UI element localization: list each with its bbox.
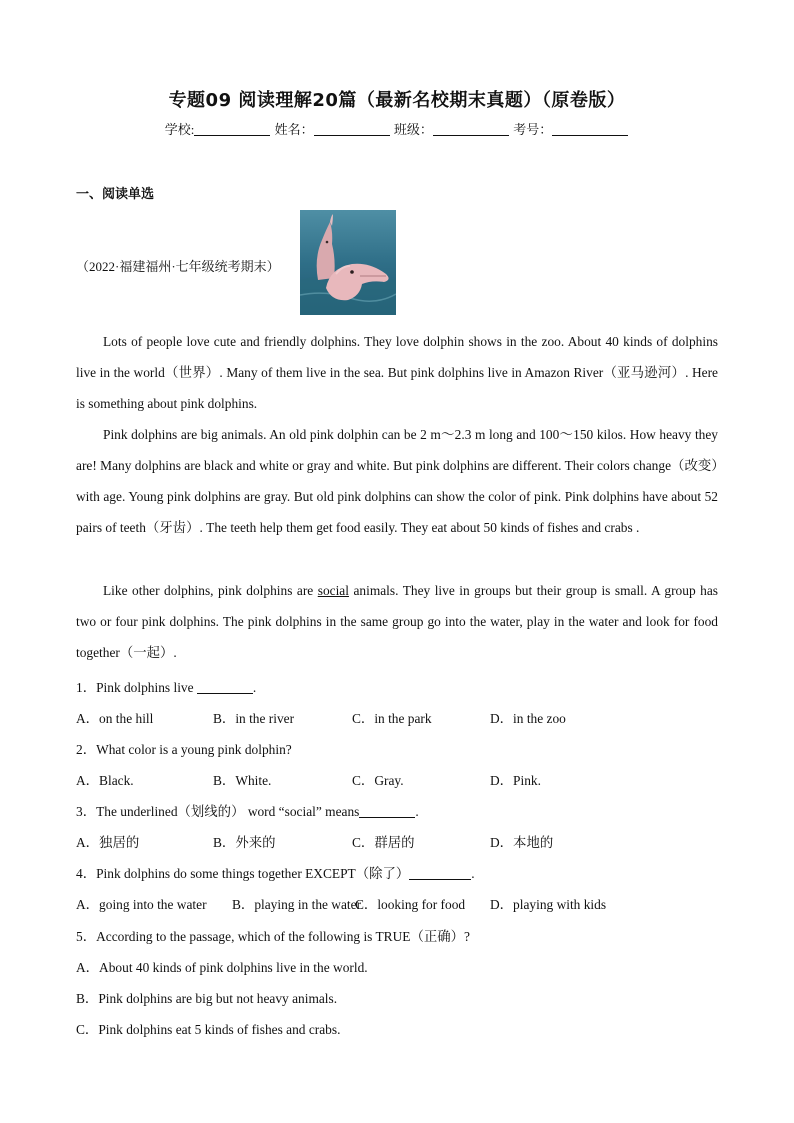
passage-paragraph-3 bbox=[76, 575, 718, 668]
question-3-option-c[interactable]: C．群居的 bbox=[352, 835, 415, 850]
question-1-option-c[interactable]: C．in the park bbox=[352, 711, 432, 726]
paragraph-3-end: animals. They live in groups but their group is small. A group has two or four pink dolphins. The pink dolphins in the same group go into the water, play in the water and look for food together（一起）. bbox=[76, 583, 718, 660]
page-title: 专题09 阅读理解20篇（最新名校期末真题）（原卷版） bbox=[168, 90, 626, 111]
question-2-option-d[interactable]: D．Pink. bbox=[490, 773, 541, 788]
question-2-option-a[interactable]: A．Black. bbox=[76, 773, 134, 788]
passage-paragraph-2: Pink dolphins are big animals. An old pink dolphin can be 2 m～2.3 m long and 100～150 kilos. How heavy they are! Many dolphins are black and white or gray and white. But pink dolphins are different. Their colors change（改变）with age. Young pink dolphins are gray. But old pink dolphins can show the color of pink. Pink dolphins have about 52 pairs of teeth（牙齿）. The teeth help them get food easily. They eat about 50 kinds of fishes and crabs . bbox=[76, 427, 718, 535]
question-4-option-b[interactable]: B．playing in the water bbox=[232, 897, 362, 912]
question-2-option-b[interactable]: B．White. bbox=[213, 773, 272, 788]
question-1-blank[interactable] bbox=[197, 681, 253, 694]
question-4-option-d[interactable]: D．playing with kids bbox=[490, 897, 607, 912]
name-blank[interactable] bbox=[314, 123, 390, 136]
exam-number-blank[interactable] bbox=[552, 123, 628, 136]
question-5-stem: 5．According to the passage, which of the following is TRUE（正确）? bbox=[76, 929, 470, 944]
question-5-option-c[interactable]: C．Pink dolphins eat 5 kinds of fishes and crabs. bbox=[76, 1022, 341, 1037]
question-1-stem: 1．Pink dolphins live . bbox=[76, 680, 257, 695]
question-3-stem: 3．The underlined（划线的） word “social” means . bbox=[76, 804, 419, 819]
question-2-stem: 2．What color is a young pink dolphin? bbox=[76, 742, 292, 757]
question-4-option-c[interactable]: C．looking for food bbox=[355, 897, 466, 912]
school-label: 学校: bbox=[164, 122, 195, 137]
paragraph-3-start: Like other dolphins, pink dolphins are bbox=[103, 583, 318, 598]
question-4-stem: 4．Pink dolphins do some things together EXCEPT（除了） . bbox=[76, 866, 475, 881]
class-blank[interactable] bbox=[433, 123, 509, 136]
school-blank[interactable] bbox=[194, 123, 270, 136]
question-5-option-b[interactable]: B．Pink dolphins are big but not heavy animals. bbox=[76, 991, 338, 1006]
question-1-option-b[interactable]: B．in the river bbox=[213, 711, 295, 726]
question-3-option-a[interactable]: A．独居的 bbox=[76, 835, 140, 850]
name-label: 姓名： bbox=[274, 122, 314, 137]
student-info-line bbox=[0, 119, 794, 138]
dolphin-photo-icon bbox=[300, 210, 396, 315]
section-heading: 一、阅读单选 bbox=[76, 187, 155, 202]
question-3-option-d[interactable]: D．本地的 bbox=[490, 835, 554, 850]
question-3-blank[interactable] bbox=[359, 805, 415, 818]
question-3-option-b[interactable]: B．外来的 bbox=[213, 835, 276, 850]
passage-source: （2022·福建福州·七年级统考期末） bbox=[76, 259, 280, 274]
question-1-option-a[interactable]: A．on the hill bbox=[76, 711, 154, 726]
question-2-option-c[interactable]: C．Gray. bbox=[352, 773, 404, 788]
exam-number-label: 考号： bbox=[513, 122, 553, 137]
question-1-option-d[interactable]: D．in the zoo bbox=[490, 711, 566, 726]
underlined-word-social: social bbox=[317, 583, 349, 598]
question-4-option-a[interactable]: A．going into the water bbox=[76, 897, 207, 912]
question-4-blank[interactable] bbox=[409, 867, 471, 880]
passage-paragraph-1: Lots of people love cute and friendly dolphins. They love dolphin shows in the zoo. About 40 kinds of dolphins live in the world（世界）. Many of them live in the sea. But pink dolphins live in Amazon River（亚马逊河）. Here is something about pink dolphins. bbox=[76, 334, 718, 411]
question-5-option-a[interactable]: A．About 40 kinds of pink dolphins live in the world. bbox=[76, 960, 368, 975]
class-label: 班级： bbox=[393, 122, 433, 137]
